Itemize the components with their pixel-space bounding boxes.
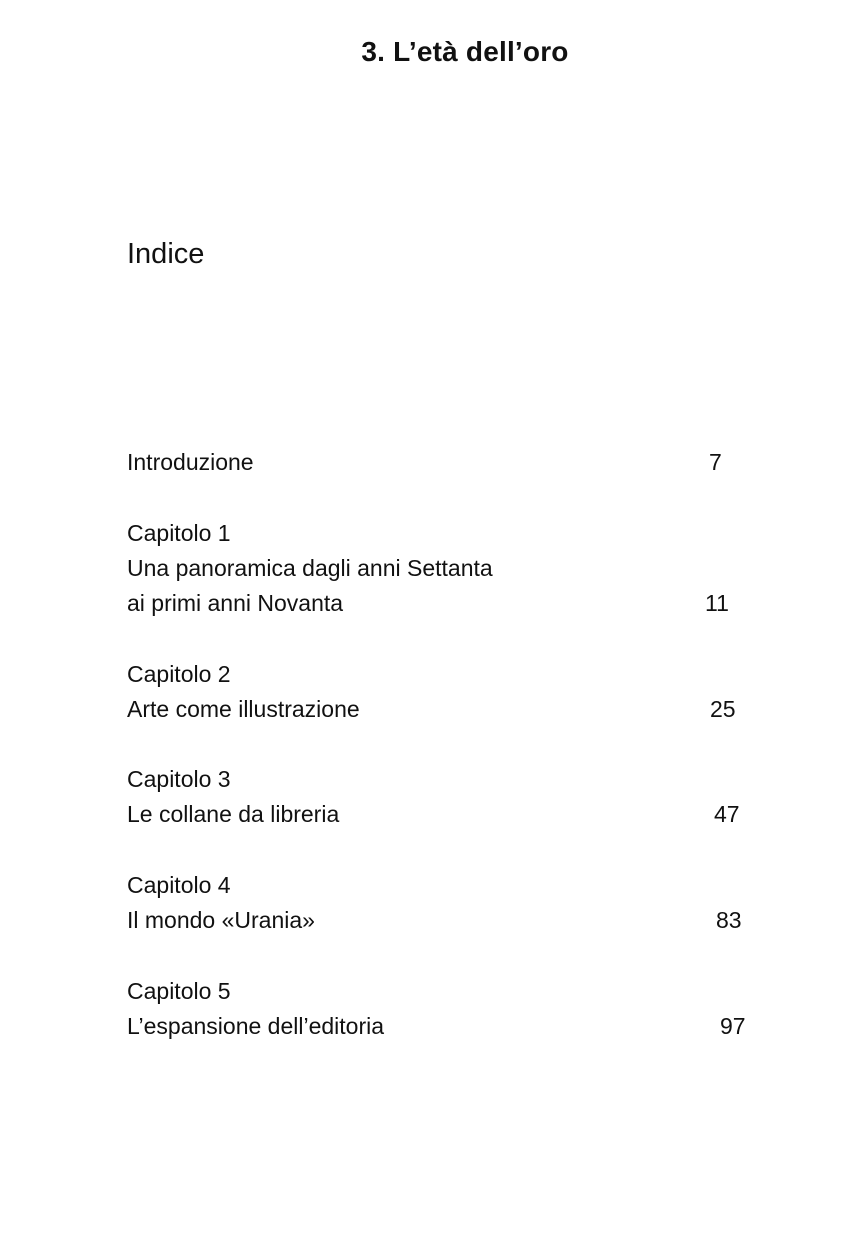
toc-entry-label: Introduzione [127, 449, 254, 475]
toc-entry-title-line: L’espansione dell’editoria [127, 1013, 385, 1039]
toc-entry-title-line: Il mondo «Urania» [127, 907, 315, 933]
toc-entry-chapter-5 [127, 974, 767, 1044]
toc-page-number: 7 [709, 449, 722, 475]
toc-entry-chapter-2 [127, 657, 767, 727]
toc-entry-chapter-1 [127, 516, 767, 621]
toc-entry-label: Capitolo 2 [127, 661, 231, 687]
toc-entry-chapter-3 [127, 762, 767, 832]
index-heading: Indice [127, 238, 205, 270]
toc-entry-label: Capitolo 4 [127, 872, 231, 898]
toc-entry-title-line: Le collane da libreria [127, 801, 340, 827]
toc-page-number: 11 [705, 590, 729, 616]
toc-page-number: 47 [714, 801, 740, 827]
toc-entry-introduction [127, 445, 767, 480]
toc-entry-label: Capitolo 3 [127, 766, 231, 792]
toc-entry-title-line: Una panoramica dagli anni Settanta [127, 555, 493, 581]
toc-page-number: 83 [716, 907, 742, 933]
toc-entry-label: Capitolo 1 [127, 520, 231, 546]
page-title: 3. L’età dell’oro [361, 36, 569, 67]
toc-entry-title-line: Arte come illustrazione [127, 696, 360, 722]
toc-page-number: 25 [710, 696, 736, 722]
toc-entry-title-line: ai primi anni Novanta [127, 590, 344, 616]
toc-entry-label: Capitolo 5 [127, 978, 231, 1004]
toc-page-number: 97 [720, 1013, 746, 1039]
table-of-contents [127, 0, 767, 1241]
toc-entry-chapter-4 [127, 868, 767, 938]
